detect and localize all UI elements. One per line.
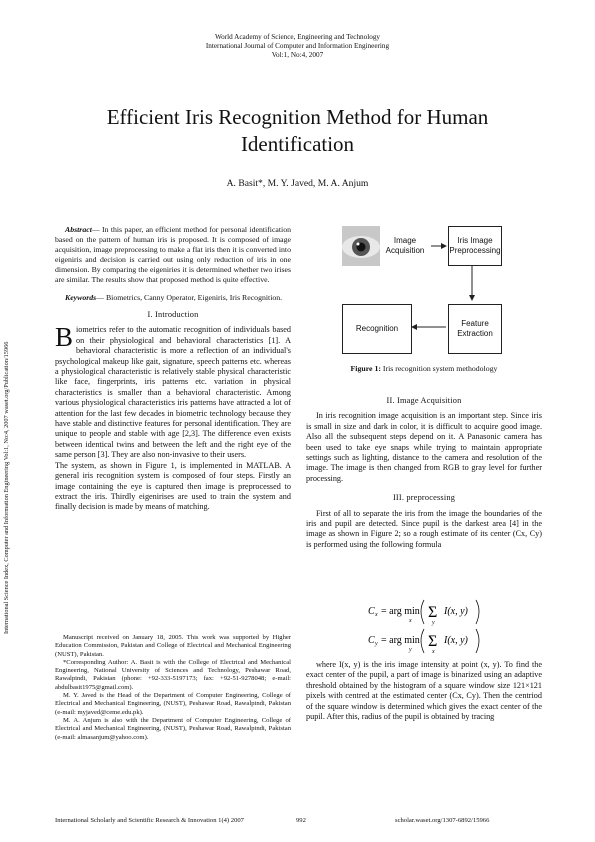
svg-text:y: y [432,620,435,626]
right-column [306,396,542,550]
figure-caption-text: Iris recognition system methodology [380,364,498,373]
eye-image [342,226,380,266]
intro-paragraph-1 [55,322,291,460]
intro-text-1: iometrics refer to the automatic recognition of individuals based on their physiological and behavioral characteristics [1]. A behavioral characteristic is more a reflection of an individual's psychological makeup like gait, signature, speech patterns etc. whereas a physiological characteristic is relatively stable physical characteristic like face, fingerprints, iris patterns etc. variation in physical characteristics is smaller than a behavioral characteristic. Among various physiological characteristics iris patterns have attracted a lot of attention for the last few decades in biometric technology because they have stable and distinctive features for personal identification. They are unique to people and stable with age [2,3]. The difference even exists between identical twins and between the left and the right eye of the same person [3]. They are also non-invasive to their users. [55,325,291,460]
side-publication-text: International Science Index, Computer and Information Engineering Vol:1, No:4, 2007 waset.org/Publication/15966 [3,341,10,634]
footnote-1: Manuscript received on January 18, 2005. This work was supported by Higher Education Commission, Pakistan and College of Electrical and Mechanical Engineering (NUST), Pakistan. [55,634,291,658]
svg-text:y: y [375,641,378,647]
iris-preprocessing-block: Iris Image Preprocessing [448,226,502,266]
footer-right: scholar.waset.org/1307-6892/15966 [395,817,490,824]
footnote-4: M. A. Anjum is also with the Department of Computer Engineering, College of Electrical and Mechanical Engineering, (NUST), Peshawar Road, Rawalpindi, Pakistan (e-mail: almasanjum@yahoo.com). [55,716,291,741]
section-3-paragraph-2 [306,660,542,722]
header-line-2: International Journal of Computer and Information Engineering [205,42,390,50]
dropcap: B [55,322,74,353]
abstract [55,225,291,285]
page-number: 992 [296,817,306,824]
keywords-text: — Biometrics, Canny Operator, Eigeniris, Iris Recognition. [96,293,283,302]
svg-text:x: x [375,612,378,618]
footer-left: International Scholarly and Scientific Research & Innovation 1(4) 2007 [55,817,244,824]
footnote-3: M. Y. Javed is the Head of the Department of Computer Engineering, College of Electrical and Mechanical Engineering, (NUST), Peshawar Road, Rawalpindi, Pakistan (e-mail: myjaved@ceme.edu.pk). [55,692,291,716]
figure-1-caption [306,364,542,373]
svg-text:Σ: Σ [428,633,438,650]
svg-text:C: C [368,606,375,617]
left-column [55,225,291,513]
journal-header [0,33,595,60]
section-1-title: I. Introduction [147,310,199,319]
image-acquisition-block: Image Acquisition [385,236,425,255]
section-3-title: III. preprocessing [392,493,456,503]
svg-text:I(x, y): I(x, y) [444,606,468,617]
footnotes [55,634,291,742]
abstract-text: — In this paper, an efficient method for personal identification based on the pattern of human iris is proposed. It is composed of image acquisition, image preprocessing to make a flat iris then it is converted into eigeniris and decision is carried out using only reduction of iris in one dimension. By comparing the eigeniries it is determined whether two irises are similar. The results show that proposed method is quite effective. [55,225,291,284]
svg-text:x: x [409,618,412,624]
abstract-label: Abstract [65,225,92,234]
svg-text:C: C [368,635,375,646]
section-3-paragraph-1: First of all to separate the iris from the image the boundaries of the iris and pupil are detected. Since pupil is the darkest area [4] in the image as shown in Figure 2; so a rough estimate of its center (Cx, Cy) is performed using the following formula [306,508,542,549]
keywords-label: Keywords [65,293,97,302]
section-3-text-2: where I(x, y) is the iris image intensity at point (x, y). To find the exact center of the pupil, a part of image is binarized using an adaptive threshold obtained by the histogram of a square window size 121×121 pixels with centred at the estimated center (Cx, Cy). Then the centriod of the square window is determined which gives the exact center of the pupil. After this, radius of the pupil is obtained by tracing [306,660,542,722]
feature-extraction-block: Feature Extraction [448,304,502,354]
svg-text:Σ: Σ [428,604,438,621]
recognition-block: Recognition [342,304,412,354]
svg-text:= arg min: = arg min [381,606,420,617]
equations [306,596,542,658]
title-line-2: Identification [240,132,355,156]
figure-caption-label: Figure 1: [350,364,381,373]
svg-text:I(x, y): I(x, y) [444,635,468,646]
section-2-title: II. Image Acquisition [386,396,462,405]
keywords [55,293,291,303]
svg-text:= arg min: = arg min [381,635,420,646]
equations-svg [306,596,542,658]
svg-text:y: y [409,647,412,653]
eye-icon [342,226,380,266]
section-2-text: In iris recognition image acquisition is an important step. Since iris is small in size and dark in color, it is difficult to acquire good image. Also all the subsequent steps depend on it. A Panasonic camera has been used to take eye snaps while trying to maintain appropriate settings such as lighting, distance to the camera and resolution of the image. The image is then changed from RGB to gray level for further processing. [306,411,542,483]
intro-paragraph-2: The system, as shown in Figure 1, is implemented in MATLAB. A general iris recognition system is composed of four steps. Firstly an image containing the eye is captured then image is preprocessed to extract the iris. Thirdly eigenirises are used to train the system and finally decision is made by means of matching. [55,460,291,512]
svg-text:x: x [432,649,435,655]
authors: A. Basit*, M. Y. Javed, M. A. Anjum [226,178,369,189]
header-line-3: Vol:1, No:4, 2007 [271,51,324,59]
header-line-1: World Academy of Science, Engineering and Technology [214,33,381,41]
title-line-1: Efficient Iris Recognition Method for Human [106,105,489,129]
figure-1 [328,222,528,357]
footnote-2: *Corresponding Author: A. Basit is with the College of Electrical and Mechanical Engineering, National University of Sciences and Technology, Peshawar Road, Rawalpindi, Pakistan (phone: +92-333-5197173; fax: +92-51-9278048; e-mail: abdulbasit1975@gmail.com). [55,658,291,691]
paper-title [60,104,535,158]
